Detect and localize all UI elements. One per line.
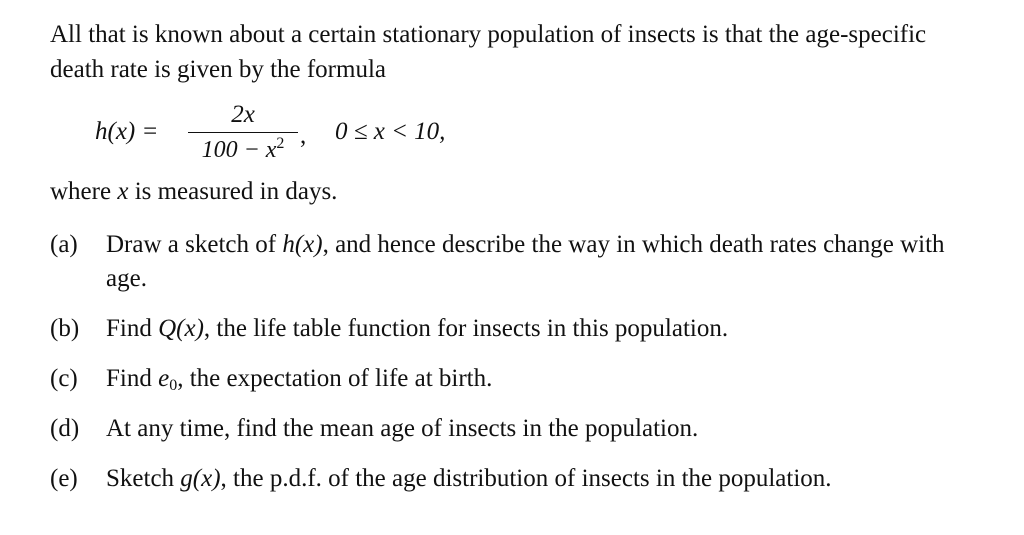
formula-comma: , <box>300 122 307 149</box>
formula-numerator: 2x <box>231 101 255 128</box>
question-label: (a) <box>50 231 78 258</box>
text-post: , and hence describe the way in which death rates change with age. <box>106 231 945 292</box>
text-math: h(x) <box>282 231 323 258</box>
question-text <box>106 312 985 346</box>
question-label: (e) <box>50 465 78 492</box>
denominator-base: 100 − x <box>201 137 277 163</box>
question-label: (c) <box>50 365 78 392</box>
text-pre: Draw a sketch of <box>106 231 283 258</box>
question-text <box>106 228 985 296</box>
where-var: x <box>117 178 129 205</box>
text-post: , the life table function for insects in this population. <box>203 315 729 342</box>
text-pre: Find <box>106 315 159 342</box>
formula-domain: 0 ≤ x < 10, <box>335 118 446 145</box>
formula-fraction <box>188 100 298 165</box>
formula-denominator <box>188 135 298 165</box>
text-pre: Find <box>106 365 159 392</box>
question-label: (d) <box>50 415 80 442</box>
question-text <box>106 462 985 496</box>
question-item-a <box>50 228 985 296</box>
question-text: At any time, find the mean age of insects in the population. <box>106 415 699 442</box>
text-post: , the p.d.f. of the age distribution of insects in the population. <box>220 465 832 492</box>
where-after: is measured in days. <box>128 178 338 205</box>
text-math: e <box>158 365 170 392</box>
question-label: (b) <box>50 315 80 342</box>
question-item-d <box>50 412 985 446</box>
text-post: , the expectation of life at birth. <box>177 365 493 392</box>
formula-lhs: h(x) = <box>95 118 159 145</box>
fraction-bar <box>188 132 298 133</box>
intro-paragraph: All that is known about a certain stationary population of insects is that the age-specific death rate is given by the formula <box>50 21 927 83</box>
question-item-e <box>50 462 985 496</box>
question-item-c <box>50 362 985 396</box>
text-math: g(x) <box>180 465 221 492</box>
denominator-exponent: 2 <box>276 135 285 152</box>
text-pre: Sketch <box>106 465 181 492</box>
text-math: Q(x) <box>158 315 204 342</box>
where-before: where <box>50 178 118 205</box>
question-text <box>106 362 985 396</box>
question-item-b <box>50 312 985 346</box>
units-sentence <box>50 178 337 206</box>
text-subscript: 0 <box>169 377 178 394</box>
hazard-formula <box>95 100 595 170</box>
